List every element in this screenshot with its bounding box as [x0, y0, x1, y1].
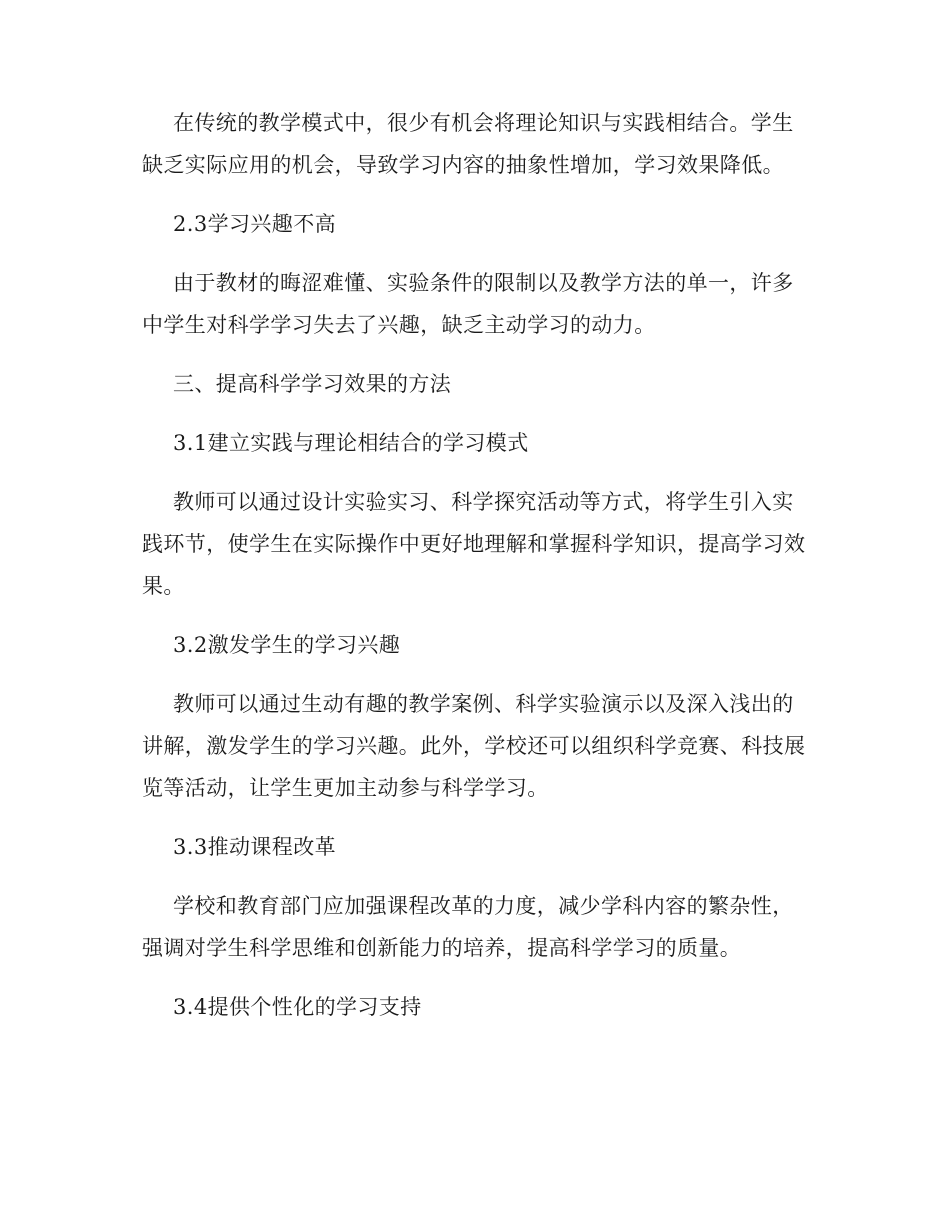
section-heading-3-4: 3.4提供个性化的学习支持 — [173, 995, 422, 1019]
section-heading-3-2: 3.2激发学生的学习兴趣 — [173, 633, 401, 657]
paragraph-curriculum-reform: 学校和教育部门应加强课程改革的力度，减少学科内容的繁杂性，强调对学生科学思维和创新能力的培养，提高科学学习的质量。 — [142, 894, 794, 960]
paragraph-traditional-teaching: 在传统的教学模式中，很少有机会将理论知识与实践相结合。学生缺乏实际应用的机会，导致学习内容的抽象性增加，学习效果降低。 — [142, 111, 794, 177]
section-heading-2-3: 2.3学习兴趣不高 — [173, 212, 336, 236]
chapter-heading-3: 三、提高科学学习效果的方法 — [173, 372, 452, 396]
paragraph-practice-theory: 教师可以通过设计实验实习、科学探究活动等方式，将学生引入实践环节，使学生在实际操作中更好地理解和掌握科学知识，提高学习效果。 — [142, 490, 806, 598]
document-body — [142, 102, 810, 1028]
paragraph-interest-loss: 由于教材的晦涩难懂、实验条件的限制以及教学方法的单一，许多中学生对科学学习失去了兴趣，缺乏主动学习的动力。 — [142, 271, 794, 337]
paragraph-stimulate-interest: 教师可以通过生动有趣的教学案例、科学实验演示以及深入浅出的讲解，激发学生的学习兴趣。此外，学校还可以组织科学竞赛、科技展览等活动，让学生更加主动参与科学学习。 — [142, 692, 806, 800]
section-heading-3-3: 3.3推动课程改革 — [173, 835, 336, 859]
section-heading-3-1: 3.1建立实践与理论相结合的学习模式 — [173, 431, 529, 455]
